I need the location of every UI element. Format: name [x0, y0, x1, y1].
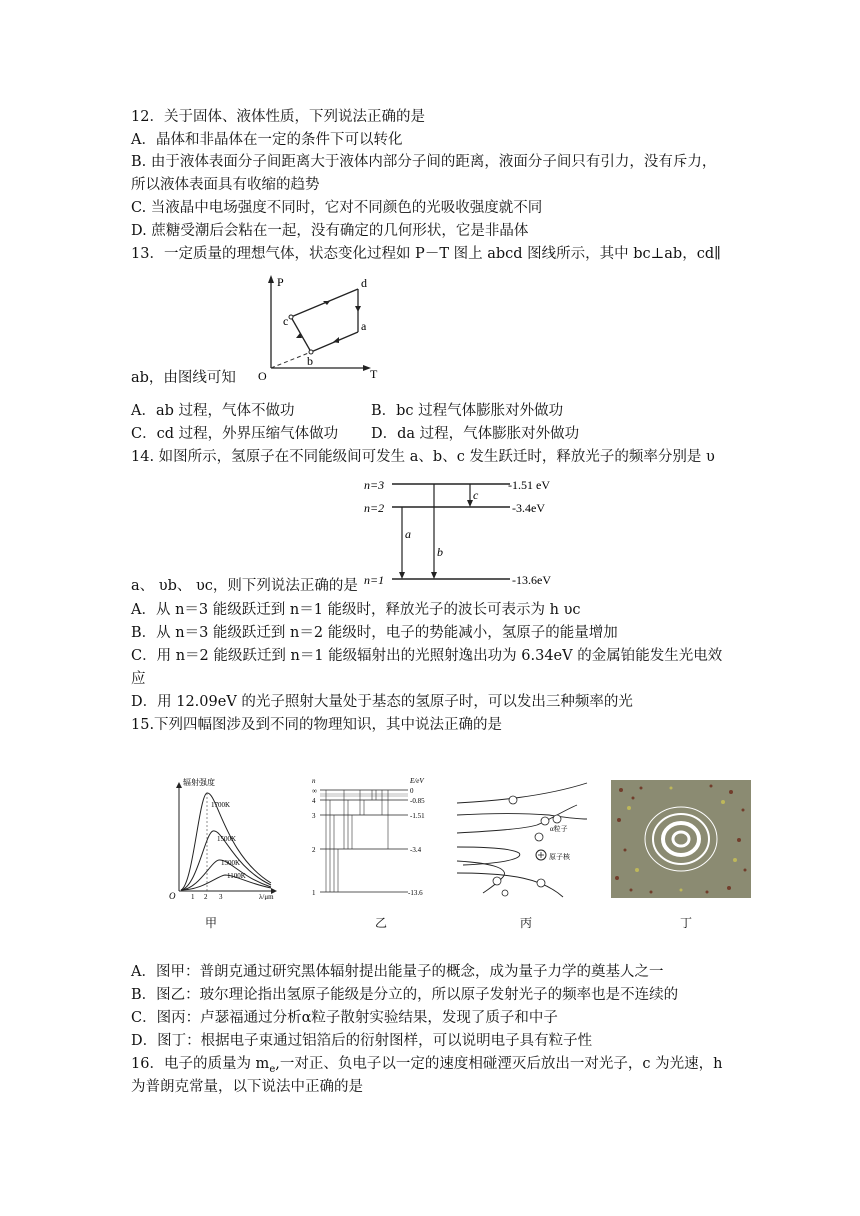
q14-stem: 14. 如图所示，氢原子在不同能级间可发生 a、b、c 发生跃迁时，释放光子的频率分别是 υ	[131, 449, 715, 465]
q15-option-d: D．图丁：根据电子束通过铝箔后的衍射图样，可以说明电子具有粒子性	[131, 1033, 593, 1049]
q14-stem-end: a、 υb、 υc，则下列说法正确的是	[131, 578, 358, 594]
q14-option-b: B．从 n＝3 能级跃迁到 n＝2 能级时，电子的势能减小，氢原子的能量增加	[131, 625, 618, 641]
electron-diffraction-figure	[611, 780, 751, 898]
hydrogen-levels-figure	[308, 775, 436, 900]
tick-2: 2	[204, 893, 208, 900]
q15-stem: 15.下列四幅图涉及到不同的物理知识，其中说法正确的是	[131, 717, 503, 733]
q13-option-b: B．bc 过程气体膨胀对外做功	[371, 403, 564, 419]
energy-level-diagram	[360, 470, 570, 590]
q16-stem-pre: 16．电子的质量为 m	[131, 1056, 270, 1072]
q14-option-c-line1: C．用 n＝2 能级跃迁到 n＝1 能级辐射出的光照射逸出功为 6.34eV 的金属铂能发生光电效	[131, 648, 723, 664]
level-n3: n=3	[364, 478, 385, 492]
fig2-n3: 3	[312, 812, 316, 820]
fig2-n4: 4	[312, 797, 316, 805]
energy-n3: -1.51 eV	[508, 478, 550, 492]
q14-option-d: D．用 12.09eV 的光子照射大量处于基态的氢原子时，可以发出三种频率的光	[131, 694, 633, 710]
curve-1500k: 1500K	[217, 835, 237, 843]
blackbody-radiation-figure	[163, 775, 288, 900]
q14-option-c-line2: 应	[131, 671, 146, 687]
q16-mass-subscript: e	[269, 1063, 276, 1075]
alpha-particle-label: α粒子	[550, 825, 568, 833]
p-axis-label: P	[277, 275, 284, 289]
q16-stem-post: ,一对正、负电子以一定的速度相碰湮灭后放出一对光子，c 为光速，h	[275, 1056, 723, 1072]
q12-option-b-line1: B. 由于液体表面分子间距离大于液体内部分子间的距离，液面分子间只有引力，没有斥力，	[131, 154, 717, 170]
fig2-e-inf: 0	[410, 787, 414, 795]
arrow-c-label: c	[473, 488, 479, 502]
q14-option-a: A．从 n＝3 能级跃迁到 n＝1 能级时，释放光子的波长可表示为 h υc	[131, 602, 581, 618]
q12-option-d: D. 蔗糖受潮后会粘在一起，没有确定的几何形状，它是非晶体	[131, 223, 529, 239]
pt-diagram	[255, 272, 395, 384]
point-c: c	[283, 314, 289, 328]
q12-option-c: C. 当液晶中电场强度不同时，它对不同颜色的光吸收强度就不同	[131, 200, 543, 216]
q15-option-c: C．图丙：卢瑟福通过分析α粒子散射实验结果，发现了质子和中子	[131, 1010, 558, 1026]
arrow-b-label: b	[437, 545, 443, 559]
fig2-e4: -0.85	[410, 797, 425, 805]
caption-jia: 甲	[205, 916, 218, 930]
arrow-a-label: a	[405, 527, 411, 541]
q13-stem-end: ab，由图线可知	[131, 370, 236, 386]
fig2-n2: 2	[312, 846, 316, 854]
level-n1: n=1	[364, 573, 385, 587]
curve-1300k: 1300K	[221, 859, 241, 867]
fig2-e3: -1.51	[410, 812, 425, 820]
fig2-e2: -3.4	[410, 846, 422, 854]
q15-option-a: A．图甲：普朗克通过研究黑体辐射提出能量子的概念，成为量子力学的奠基人之一	[131, 964, 664, 980]
caption-bing: 丙	[520, 916, 533, 930]
caption-yi: 乙	[375, 916, 388, 930]
origin-label: O	[258, 369, 267, 383]
q13-stem: 13．一定质量的理想气体，状态变化过程如 P－T 图上 abcd 图线所示，其中 bc⊥ab，cd∥	[131, 246, 721, 262]
q12-option-a: A．晶体和非晶体在一定的条件下可以转化	[131, 132, 403, 148]
point-b: b	[307, 354, 313, 368]
curve-1100k: 1100K	[227, 872, 246, 880]
q15-option-b: B．图乙：玻尔理论指出氢原子能级是分立的，所以原子发射光子的频率也是不连续的	[131, 987, 679, 1003]
q12-stem: 12．关于固体、液体性质，下列说法正确的是	[131, 109, 425, 125]
energy-n2: -3.4eV	[512, 501, 545, 515]
fig2-n1: 1	[312, 889, 316, 897]
curve-1700k: 1700K	[211, 801, 231, 809]
fig2-n-label: n	[312, 777, 316, 785]
q12-option-b-line2: 所以液体表面具有收缩的趋势	[131, 177, 320, 193]
fig2-e-label: E/eV	[410, 777, 424, 785]
fig2-e1: -13.6	[408, 889, 423, 897]
fig1-origin: O	[169, 891, 176, 900]
alpha-scattering-figure	[453, 775, 593, 900]
tick-1: 1	[191, 893, 195, 900]
q13-option-c: C．cd 过程，外界压缩气体做功	[131, 426, 339, 442]
level-n2: n=2	[364, 501, 385, 515]
fig2-n-inf: ∞	[312, 787, 317, 795]
q16-stem-line2: 为普朗克常量，以下说法中正确的是	[131, 1079, 363, 1095]
energy-n1: -13.6eV	[512, 573, 551, 587]
caption-ding: 丁	[680, 916, 693, 930]
q13-option-d: D．da 过程，气体膨胀对外做功	[371, 426, 580, 442]
nucleus-label: 原子核	[549, 853, 570, 861]
wavelength-label: λ/μm	[259, 893, 274, 900]
t-axis-label: T	[370, 367, 378, 381]
radiation-intensity-label: 辐射强度	[183, 778, 215, 787]
point-a: a	[361, 319, 367, 333]
tick-3: 3	[219, 893, 223, 900]
q16-stem	[131, 1054, 722, 1080]
point-d: d	[361, 276, 367, 290]
q13-option-a: A．ab 过程，气体不做功	[131, 403, 295, 419]
